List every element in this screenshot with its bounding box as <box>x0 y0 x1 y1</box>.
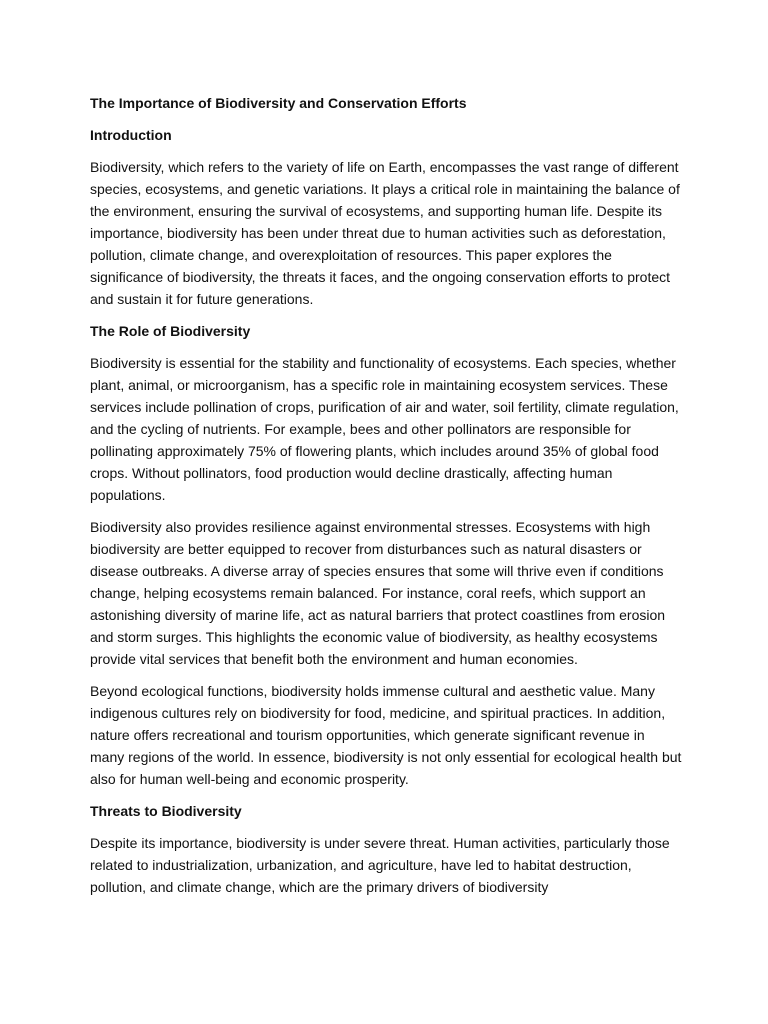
section-heading-role-of-biodiversity: The Role of Biodiversity <box>90 323 251 339</box>
document-title: The Importance of Biodiversity and Conservation Efforts <box>90 95 467 111</box>
section-heading-introduction: Introduction <box>90 127 172 143</box>
section-heading-threats: Threats to Biodiversity <box>90 803 242 819</box>
paragraph: Despite its importance, biodiversity is under severe threat. Human activities, particularly those related to industrialization, urbanization, and agriculture, have led to habitat destruction, pollution, and climate change, which are the primary drivers of biodiversity <box>90 835 670 895</box>
paragraph: Beyond ecological functions, biodiversity holds immense cultural and aesthetic value. Many indigenous cultures rely on biodiversity for food, medicine, and spiritual practices. In addition, nature offers recreational and tourism opportunities, which generate significant revenue in many regions of the world. In essence, biodiversity is not only essential for ecological health but also for human well-being and economic prosperity. <box>90 683 682 787</box>
paragraph: Biodiversity, which refers to the variety of life on Earth, encompasses the vast range of different species, ecosystems, and genetic variations. It plays a critical role in maintaining the balance of the environment, ensuring the survival of ecosystems, and supporting human life. Despite its importance, biodiversity has been under threat due to human activities such as deforestation, pollution, climate change, and overexploitation of resources. This paper explores the significance of biodiversity, the threats it faces, and the ongoing conservation efforts to protect and sustain it for future generations. <box>90 159 680 307</box>
document-body <box>90 92 682 908</box>
paragraph: Biodiversity also provides resilience against environmental stresses. Ecosystems with high biodiversity are better equipped to recover from disturbances such as natural disasters or disease outbreaks. A diverse array of species ensures that some will thrive even if conditions change, helping ecosystems remain balanced. For instance, coral reefs, which support an astonishing diversity of marine life, act as natural barriers that protect coastlines from erosion and storm surges. This highlights the economic value of biodiversity, as healthy ecosystems provide vital services that benefit both the environment and human economies. <box>90 519 666 667</box>
paragraph: Biodiversity is essential for the stability and functionality of ecosystems. Each species, whether plant, animal, or microorganism, has a specific role in maintaining ecosystem services. These services include pollination of crops, purification of air and water, soil fertility, climate regulation, and the cycling of nutrients. For example, bees and other pollinators are responsible for pollinating approximately 75% of flowering plants, which includes around 35% of global food crops. Without pollinators, food production would decline drastically, affecting human populations. <box>90 355 679 503</box>
